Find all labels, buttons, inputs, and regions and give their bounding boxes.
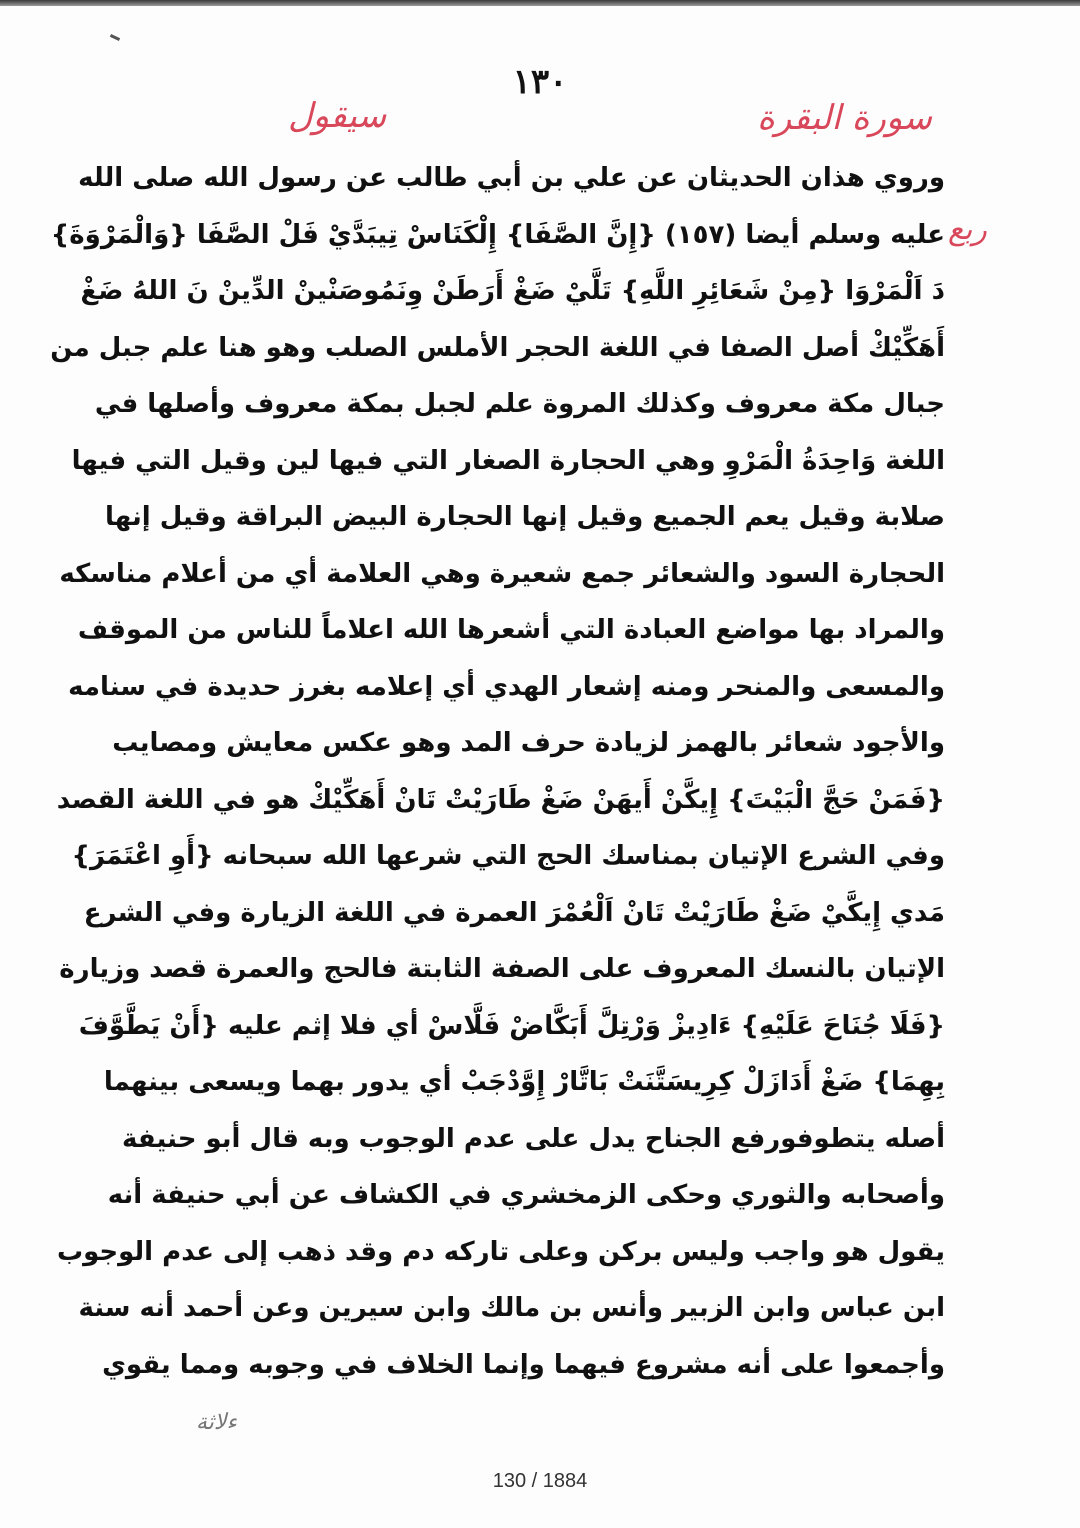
text-line: بِهِمَا} ضَغْ أَدَازَلْ كِرِيسَتَّنَتْ بَاتَّارْ إِوَّدْجَبْ أي يدور بهما ويسعى بينهما (103, 1067, 945, 1097)
quarter-handwritten-note: ربع (948, 212, 987, 247)
text-line: عليه وسلم أيضا (١٥٧) {إِنَّ الصَّفَا} إِلْكَنَاسْ تِيبَدَّيْ فَلْ الصَّفَا {وَالْمَرْوَةَ} (50, 219, 945, 250)
text-line: الحجارة السود والشعائر جمع شعيرة وهي العلامة أي من أعلام مناسكه (59, 558, 945, 589)
text-line: {فَمَنْ حَجَّ الْبَيْتَ} إِيكَّنْ أَيهَنْ ضَغْ طَارَيْتْ تَانْ أَهَكِّيْكْ هو في اللغة القصد (56, 784, 945, 815)
juz-handwritten-note: سيقول (288, 96, 387, 136)
text-line: اللغة وَاحِدَةُ الْمَرْوِ وهي الحجارة الصغار التي فيها لين وقيل التي فيها (71, 445, 945, 476)
text-line: صلابة وقيل يعم الجميع وقيل إنها الحجارة البيض البراقة وقيل إنها (105, 502, 945, 532)
text-line: وأجمعوا على أنه مشروع فيهما وإنما الخلاف في وجوبه ومما يقوي (102, 1349, 945, 1380)
scan-top-edge (0, 0, 1080, 6)
text-line: والأجود شعائر بالهمز لزيادة حرف المد وهو عكس معايش ومصايب (112, 728, 945, 758)
text-line: أصله يتطوفورفع الجناح يدل على عدم الوجوب وبه قال أبو حنيفة (122, 1123, 945, 1154)
text-line: وأصحابه والثوري وحكى الزمخشري في الكشاف عن أبي حنيفة أنه (107, 1180, 945, 1210)
text-line: دَ اَلْمَرْوَا {مِنْ شَعَائِرِ اللَّهِ} تَلَّيْ ضَغْ أَرَطَنْ وِنَمُوصَنْينْ الدِّينْ نَ اللهُ ضَغْ (80, 276, 945, 306)
body-text (50, 150, 945, 1393)
text-line: {فَلَا جُنَاحَ عَلَيْهِ} ءَادِيزْ وَرْتِلَّ أَبَكَّاضْ فَلَّاسْ أي فلا إثم عليه {أَنْ يَطَّوَّفَ (78, 1010, 945, 1041)
page-counter: 130 / 1884 (492, 1470, 588, 1492)
text-line: وفي الشرع الإتيان بمناسك الحج التي شرعها الله سبحانه {أَوِ اعْتَمَرَ} (71, 841, 945, 871)
text-line: ابن عباس وابن الزبير وأنس بن مالك وابن سيرين وعن أحمد أنه سنة (78, 1293, 945, 1323)
page-number: ١٣٠ (512, 62, 568, 102)
text-line: يقول هو واجب وليس بركن وعلى تاركه دم وقد ذهب إلى عدم الوجوب (56, 1236, 945, 1267)
text-line: والمراد بها مواضع العبادة التي أشعرها الله اعلاماً للناس من الموقف (77, 615, 945, 645)
text-line: مَدي إِيكَّيْ ضَغْ طَارَيْتْ تَانْ اَلْعُمْرَ العمرة في اللغة الزيارة وفي الشرع (83, 897, 945, 928)
surah-handwritten-note: سورة البقرة (757, 98, 932, 138)
text-line: والمسعى والمنحر ومنه إشعار الهدي أي إعلامه بغرز حديدة في سنامه (68, 671, 945, 702)
scan-mark (110, 34, 120, 41)
text-line: أَهَكِّيْكْ أصل الصفا في اللغة الحجر الأملس الصلب وهو هنا علم جبل من (50, 332, 945, 363)
initials-handwritten-note: ءلاثة (196, 1410, 237, 1435)
text-line: الإتيان بالنسك المعروف على الصفة الثابتة فالحج والعمرة قصد وزيارة (59, 954, 945, 984)
text-line: وروي هذان الحديثان عن علي بن أبي طالب عن رسول الله صلى الله (78, 163, 945, 193)
text-line: جبال مكة معروف وكذلك المروة علم لجبل بمكة معروف وأصلها في (94, 389, 945, 419)
